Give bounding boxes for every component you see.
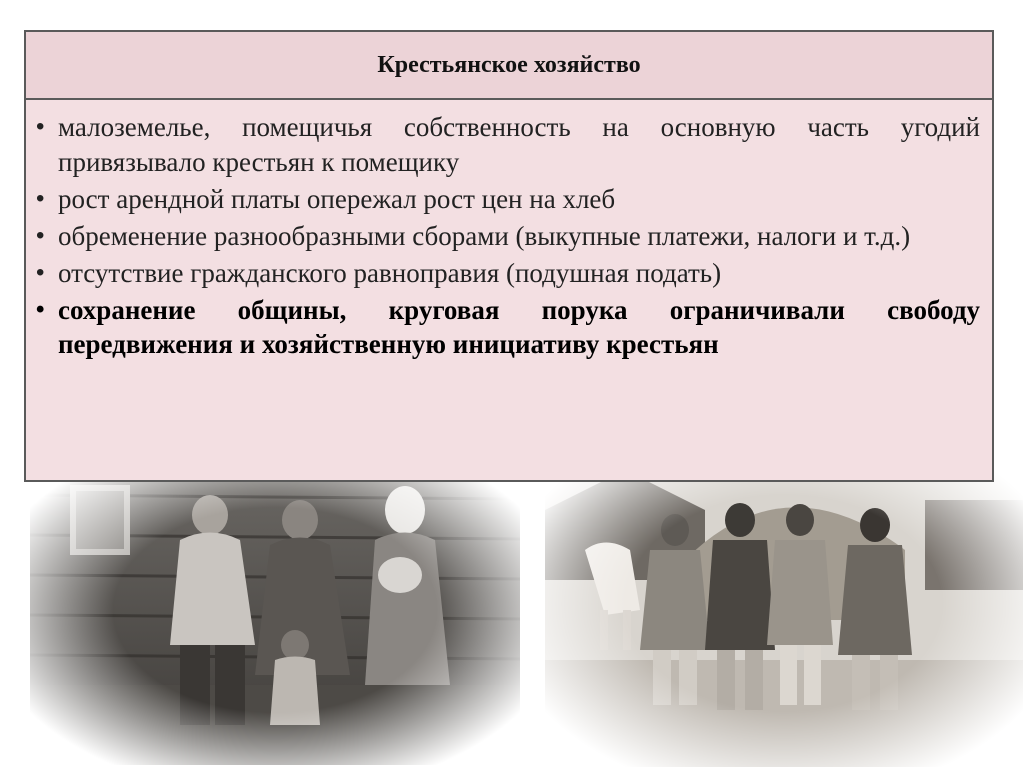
peasant-men-photo-icon — [545, 440, 1023, 767]
bullet: • — [36, 184, 45, 212]
table-header — [26, 32, 992, 100]
list-item-text: обременение разнообразными сборами (выкупные платежи, налоги и т.д.) — [58, 220, 911, 251]
table-body — [26, 100, 992, 362]
table-title: Крестьянское хозяйство — [377, 51, 641, 78]
bullet: • — [36, 258, 45, 286]
list-item — [36, 219, 980, 254]
peasant-economy-table — [24, 30, 994, 482]
list-item-emphasized — [36, 293, 980, 362]
bullet: • — [36, 113, 45, 140]
bullet: • — [36, 295, 45, 323]
list-item-text: малоземелье, помещичья собственность на основную часть угодий привязывало крестьян к помещику — [58, 112, 980, 177]
bullet: • — [36, 221, 45, 249]
list-item-text: отсутствие гражданского равноправия (подушная подать) — [58, 257, 722, 288]
list-item-text: рост арендной платы опережал рост цен на хлеб — [58, 183, 616, 214]
peasant-family-photo-icon — [30, 455, 520, 765]
peasant-men-photo — [545, 440, 1023, 767]
list-item-text: сохранение общины, круговая порука ограничивали свободу передвижения и хозяйственную инициативу крестьян — [58, 294, 980, 359]
list-item — [36, 256, 980, 291]
list-item — [36, 182, 980, 217]
peasant-family-photo — [30, 455, 520, 765]
list-item — [36, 110, 980, 179]
